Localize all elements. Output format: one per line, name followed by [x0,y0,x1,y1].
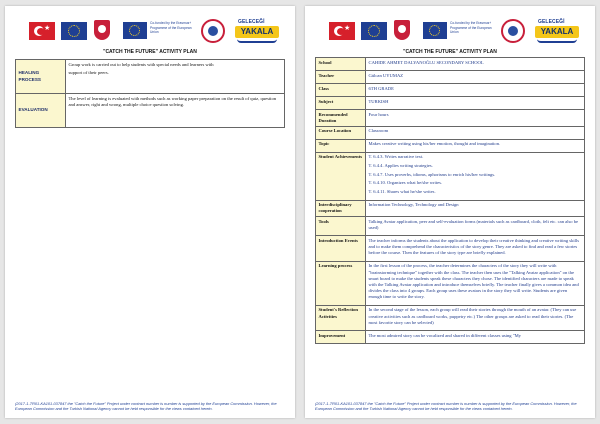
table-row [316,331,585,344]
row-label: Learning process [316,261,366,305]
row-paragraph: Classroom [368,128,389,134]
table-row [316,305,585,330]
row-label: Course Location [316,126,366,139]
table-row [316,109,585,126]
brand-swoosh-icon [237,39,277,43]
row-value [366,152,585,200]
table-row [316,200,585,217]
table-row [316,58,585,71]
row-label: Introduction Events [316,236,366,261]
row-paragraph: In the first lesson of the process, the teacher determines the characters of the story they will write with "brainstorming technique" together with the class. The teacher then uses the "Talking Avatar application" on the smart board to make the students speak these characters they chose. The identified characters are made to speak with the Talking Avatar application and introduce themselves briefly. The teacher finally gives a common idea and divides the class into 4 groups. Each group uses these avatars in the story they will write. Students are given enough time to write the story. [368,263,579,300]
logo-bar [5,18,295,46]
activity-plan-table [315,57,585,344]
row-value [366,261,585,305]
row-value [366,331,585,344]
logo-bar [305,18,595,46]
cofund-text: Co-funded by the Erasmus+ Programme of the European Union [450,21,492,34]
document-page-left [5,6,295,418]
table-row [316,126,585,139]
row-paragraph: T. 6.4.7. Uses proverbs, idioms, aphorisms to enrich his/her writings. [368,171,496,177]
row-value [366,305,585,330]
brand-top-text: GELECEĞİ [538,19,565,25]
table-row [316,217,585,236]
school-seal-icon [201,19,225,43]
row-label: Teacher [316,70,366,83]
row-label: EVALUATION [16,94,66,128]
cofund-text: Co-funded by the Erasmus+ Programme of the European Union [150,21,192,34]
footer-disclaimer: (2017-1-TR01-KA101-037847 the "Catch the Future" Project under contract number is number is supported by the European Commission. However, the European Commission and the Turkish National Agency cannot be held responsible for the views contained herein. [315,400,577,412]
row-label: Recommended Duration [316,109,366,126]
table-row [316,70,585,83]
row-paragraph: support of their peers. [68,70,109,76]
table-row [316,96,585,109]
brand-main-text: YAKALA [235,26,279,38]
row-value [66,60,285,94]
brand-main-text: YAKALA [535,26,579,38]
row-label: Subject [316,96,366,109]
plan-title: "CATCH THE FUTURE" ACTIVITY PLAN [403,49,497,55]
row-paragraph: Gülcan UYUMAZ [368,72,404,78]
turkey-flag-icon: ★ [329,22,355,40]
row-paragraph: The level of learning is evaluated with methods such as working paper preparation on the result of quiz, question and answer, right and wrong, multiple choice question solving. [68,95,277,107]
row-paragraph: 6TH GRADE [368,85,394,91]
erasmus-flag-icon [423,22,447,39]
row-paragraph: CAHIDE AHMET DALYANOĞLU SECONDARY SCHOOL [368,59,484,65]
row-paragraph: Group work is carried out to help students with special needs and learners with [68,61,214,67]
row-paragraph: Information Technology, Technology and Design [368,202,459,208]
row-label: Tools [316,217,366,236]
row-label: School [316,58,366,71]
row-paragraph: T. 6.4.11. Shares what he/she writes. [368,189,436,195]
row-value [366,96,585,109]
eu-flag-icon [361,22,387,40]
row-paragraph: Talking Avatar application, peer and self-evaluation forms (materials such as cardboard, cloth, felt etc. can also be used) [368,218,579,231]
table-row [316,236,585,261]
row-value [366,126,585,139]
row-paragraph: The teacher informs the students about the application to develop their creative thinking and creative writing skills and to make them comprehend the characteristics of the story genre. They are asked to find and read a few stories before the course. Then the features of the story type are briefly explained. [368,238,579,256]
brand-swoosh-icon [537,39,577,43]
national-agency-logo-icon [391,18,413,44]
row-label: Improvement [316,331,366,344]
row-paragraph: T. 6.4.3. Writes narrative text. [368,154,424,160]
row-value [366,217,585,236]
row-label: HEALING PROCESS [16,60,66,94]
row-paragraph: The most admired story can be vocalized and shared in different classes using "My [368,332,521,338]
row-label: Topic [316,139,366,152]
row-value [366,109,585,126]
row-value [366,139,585,152]
plan-title: "CATCH THE FUTURE" ACTIVITY PLAN [103,49,197,55]
row-value [366,200,585,217]
document-page-right [305,6,595,418]
table-row [316,261,585,305]
table-row [316,139,585,152]
row-paragraph: Four hours [368,111,389,117]
national-agency-logo-icon [91,18,113,44]
turkey-flag-icon: ★ [29,22,55,40]
brand-top-text: GELECEĞİ [238,19,265,25]
row-label: Class [316,83,366,96]
table-row [16,60,285,94]
school-seal-icon [501,19,525,43]
project-brand-logo [533,19,583,45]
row-value [366,58,585,71]
row-paragraph: In the second stage of the lesson, each group will read their stories through the mouth of an avatar. (They can use creative activities such as cardboard works, puppetry etc.) The other groups are asked to read their stories. (The most favorite story can be selected) [368,307,577,325]
row-value [366,83,585,96]
row-paragraph: TURKISH [368,98,389,104]
row-label: Interdisciplinary cooperation [316,200,366,217]
footer-disclaimer: (2017-1-TR01-KA101-037847 the "Catch the Future" Project under contract number is number is supported by the European Commission. However, the European Commission and the Turkish National Agency cannot be held responsible for the views contained herein. [15,400,277,412]
table-row [16,94,285,128]
row-paragraph: T. 6.4.4. Applies writing strategies. [368,162,433,168]
activity-plan-table [15,59,285,128]
project-brand-logo [233,19,283,45]
row-label: Student's Reflection Activities [316,305,366,330]
row-paragraph: Makes creative writing using his/her emotion, thought and imagination. [368,141,501,147]
eu-flag-icon [61,22,87,40]
row-value [366,236,585,261]
row-paragraph: T. 6.4.10. Organizes what he/she writes. [368,180,443,186]
row-value [66,94,285,128]
table-row [316,83,585,96]
row-value [366,70,585,83]
erasmus-flag-icon [123,22,147,39]
row-label: Student Achievements [316,152,366,200]
table-row [316,152,585,200]
